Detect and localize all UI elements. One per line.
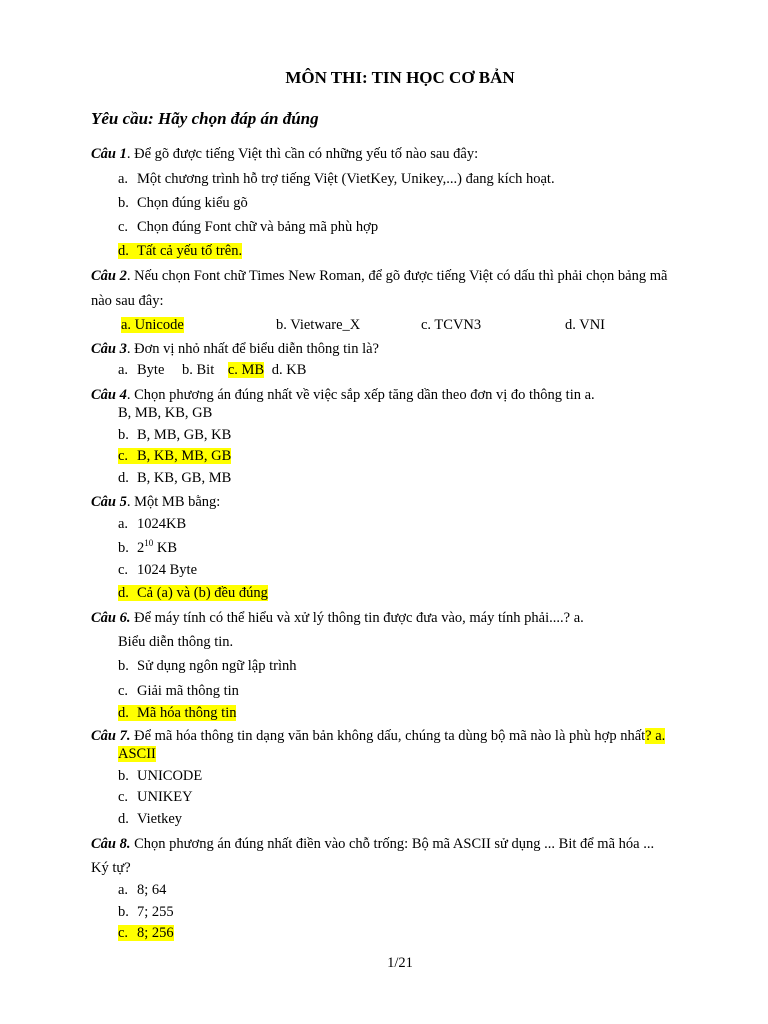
question-5 (91, 494, 220, 511)
option-marker: d. (118, 470, 129, 486)
option-marker: c. (118, 562, 129, 578)
question-label: Câu 2 (91, 268, 127, 284)
option-text: Tất cả yếu tố trên. (137, 243, 243, 259)
option-text: Chọn đúng Font chữ và bảng mã phù hợp (137, 219, 379, 235)
q2-options-row (121, 317, 184, 334)
q6-option-b (118, 658, 297, 675)
q4-option-c (118, 448, 231, 465)
q8-option-b (118, 904, 174, 921)
q3-option-c: c. MB (227, 362, 265, 378)
q6-option-c (118, 683, 239, 700)
page-title: MÔN THI: TIN HỌC CƠ BẢN (285, 68, 515, 87)
question-7 (91, 728, 665, 745)
question-text: . Chọn phương án đúng nhất về việc sắp xếp tăng dần theo đơn vị đo thông tin a. (126, 387, 595, 403)
option-text: 1024KB (137, 516, 187, 532)
option-marker: b. (118, 539, 129, 556)
q2-option-c: c. TCVN3 (421, 317, 482, 333)
option-text: 8; 256 (137, 925, 174, 941)
q1-option-a (118, 171, 555, 188)
q4-option-a: B, MB, KB, GB (118, 405, 213, 421)
option-marker: d. (118, 705, 129, 721)
correct-answer-highlight (118, 585, 268, 601)
q6-option-a: Biểu diễn thông tin. (118, 634, 234, 650)
option-text: Cả (a) và (b) đều đúng (137, 585, 268, 601)
option-text: 1024 Byte (137, 562, 198, 578)
question-8-continued: Ký tự? (91, 860, 131, 876)
correct-answer-highlight: ? a. (645, 728, 666, 744)
question-8 (91, 836, 654, 853)
option-text: B, KB, GB, MB (137, 470, 232, 486)
option-marker: c. (118, 448, 129, 464)
q3-option-a: Byte (137, 362, 165, 378)
q2-option-a: a. Unicode (121, 317, 184, 333)
q3-option-b: b. Bit (182, 362, 215, 378)
option-text: Một chương trình hỗ trợ tiếng Việt (VietKey, Unikey,...) đang kích hoạt. (137, 171, 555, 187)
question-3 (91, 341, 379, 358)
unit: KB (153, 539, 178, 556)
option-marker: c. (118, 219, 129, 235)
question-2-continued: nào sau đây: (91, 293, 164, 309)
question-label: Câu 5 (91, 494, 127, 510)
option-text: UNICODE (137, 768, 203, 784)
correct-answer-highlight: ASCII (118, 746, 156, 762)
correct-answer-highlight (118, 243, 242, 259)
option-text: Mã hóa thông tin (137, 705, 237, 721)
question-text: . Đơn vị nhỏ nhất để biểu diễn thông tin là? (126, 341, 379, 357)
question-label: Câu 3 (91, 341, 127, 357)
option-text: Giải mã thông tin (137, 683, 239, 699)
question-2 (91, 268, 667, 285)
q7-option-b (118, 768, 202, 785)
option-marker: c. (118, 683, 129, 699)
q6-option-d (118, 705, 236, 722)
option-text (137, 540, 177, 556)
q1-option-d (118, 243, 242, 260)
option-text: 7; 255 (137, 904, 174, 920)
question-text: . Để gõ được tiếng Việt thì cần có những yếu tố nào sau đây: (126, 146, 479, 162)
option-text: Vietkey (137, 811, 183, 827)
question-label: Câu 4 (91, 387, 127, 403)
power-base: 2 (137, 539, 145, 556)
question-label: Câu 1 (91, 146, 127, 162)
option-marker: d. (118, 811, 129, 827)
q5-option-b (118, 538, 177, 557)
instruction-heading: Yêu cầu: Hãy chọn đáp án đúng (91, 109, 319, 128)
q1-option-c (118, 219, 378, 236)
option-marker: a. (118, 882, 129, 898)
option-text: UNIKEY (137, 789, 193, 805)
option-marker: b. (118, 658, 129, 674)
power-exponent: 10 (144, 538, 154, 548)
correct-answer-highlight (118, 448, 231, 464)
q4-option-b (118, 427, 231, 444)
correct-answer-highlight (118, 925, 174, 941)
option-marker: b. (118, 195, 129, 211)
q4-option-d (118, 470, 231, 487)
question-text: . Nếu chọn Font chữ Times New Roman, để gõ được tiếng Việt có dấu thì phải chọn bảng mã (126, 268, 668, 284)
option-marker: c. (118, 925, 129, 941)
q3-options-row (118, 362, 306, 379)
question-label: Câu 6. (91, 610, 131, 626)
question-text: Để mã hóa thông tin dạng văn bản không dấu, chúng ta dùng bộ mã nào là phù hợp nhất (130, 728, 646, 744)
option-text: B, KB, MB, GB (137, 448, 232, 464)
q7-option-c (118, 789, 193, 806)
q8-option-a (118, 882, 166, 899)
q5-option-c (118, 562, 197, 579)
option-marker: a. (118, 362, 129, 378)
q7-option-d (118, 811, 182, 828)
question-text: Để máy tính có thể hiểu và xử lý thông tin được đưa vào, máy tính phải....? a. (130, 610, 584, 626)
q2-option-d: d. VNI (565, 317, 606, 333)
q3-option-d: d. KB (271, 362, 307, 378)
option-marker: a. (118, 516, 129, 532)
option-text: Chọn đúng kiểu gõ (137, 195, 248, 211)
page-number: 1/21 (387, 955, 413, 971)
option-marker: b. (118, 904, 129, 920)
option-text: Sử dụng ngôn ngữ lập trình (137, 658, 297, 674)
option-marker: d. (118, 585, 129, 601)
correct-answer-highlight (118, 705, 236, 721)
question-text: Chọn phương án đúng nhất điền vào chỗ trống: Bộ mã ASCII sử dụng ... Bit để mã hóa ... (130, 836, 655, 852)
option-marker: d. (118, 243, 129, 259)
question-label: Câu 8. (91, 836, 131, 852)
option-marker: b. (118, 768, 129, 784)
option-marker: b. (118, 427, 129, 443)
q1-option-b (118, 195, 248, 212)
question-text: . Một MB bằng: (126, 494, 221, 510)
option-marker: c. (118, 789, 129, 805)
question-1 (91, 146, 478, 163)
question-label: Câu 7. (91, 728, 131, 744)
q5-option-a (118, 516, 186, 533)
q7-option-a (118, 746, 156, 763)
question-4 (91, 387, 595, 404)
option-marker: a. (118, 171, 129, 187)
q8-option-c (118, 925, 174, 942)
option-text: 8; 64 (137, 882, 167, 898)
option-text: B, MB, GB, KB (137, 427, 232, 443)
q2-option-b: b. Vietware_X (276, 317, 361, 333)
question-6 (91, 610, 584, 627)
q5-option-d (118, 585, 268, 602)
